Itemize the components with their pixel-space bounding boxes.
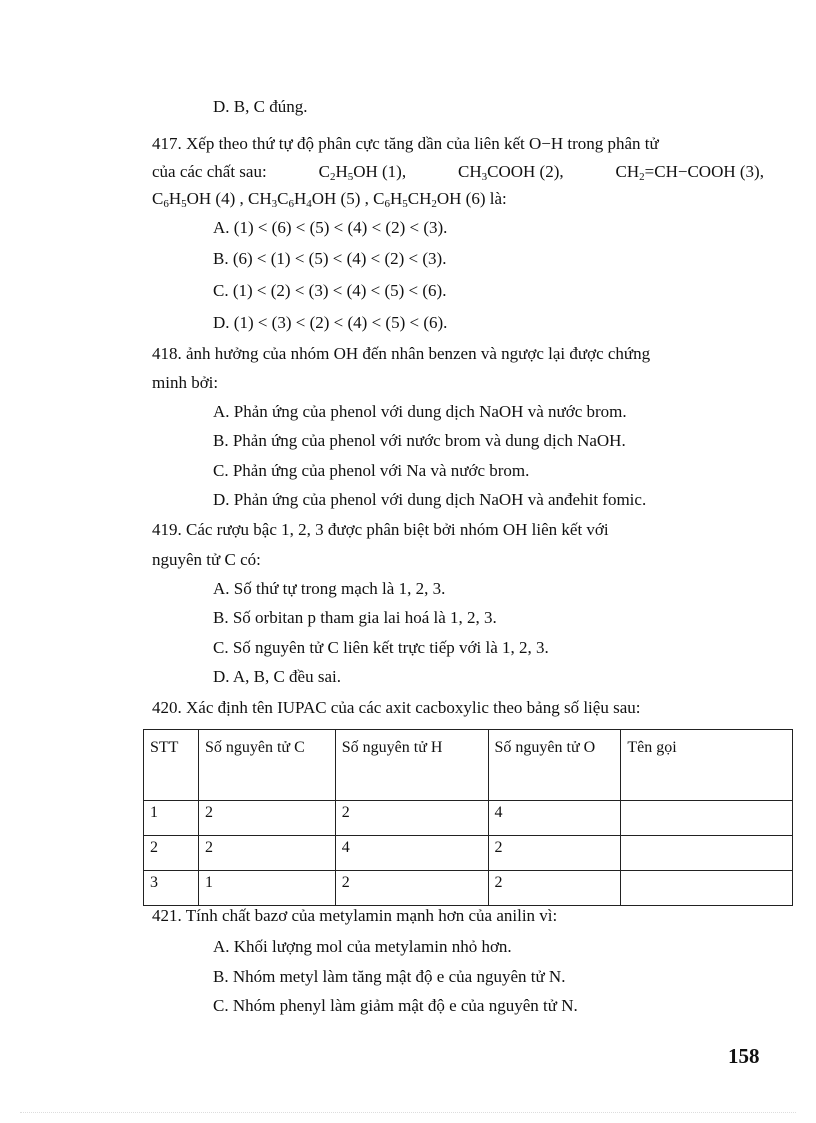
q421-option-c: C. Nhóm phenyl làm giảm mật độ e của nguyên tử N. xyxy=(213,996,578,1015)
table-cell: 2 xyxy=(488,836,621,871)
table-cell: 2 xyxy=(144,836,199,871)
table-cell: 1 xyxy=(144,801,199,836)
formula-ch2chcooh: $CH_2=CH-COOH$ (3), xyxy=(615,162,764,183)
q417-option-b: B. (6) < (1) < (5) < (4) < (2) < (3). xyxy=(213,249,447,268)
table-row xyxy=(144,801,793,836)
q418-text-line1: 418. ảnh hưởng của nhóm OH đến nhân benzen và ngược lại được chứng xyxy=(152,344,651,363)
table-cell xyxy=(621,871,793,906)
q419-text-line2: nguyên tử C có: xyxy=(152,550,261,569)
q421-option-b: B. Nhóm metyl làm tăng mật độ e của nguyên tử N. xyxy=(213,967,566,986)
table-cell: 2 xyxy=(198,836,335,871)
table-cell xyxy=(621,801,793,836)
q421-option-a: A. Khối lượng mol của metylamin nhỏ hơn. xyxy=(213,937,512,956)
q418-text-line2: minh bởi: xyxy=(152,373,219,392)
formula-ch3cooh: $CH_3COOH$ (2), xyxy=(458,162,564,183)
table-cell: 2 xyxy=(198,801,335,836)
table-cell: 2 xyxy=(488,871,621,906)
table-header-row xyxy=(144,730,793,801)
q419-option-c: C. Số nguyên tử C liên kết trực tiếp với là 1, 2, 3. xyxy=(213,638,549,657)
header-stt: STT xyxy=(144,730,199,801)
header-name: Tên gọi xyxy=(621,730,793,801)
q419-option-d: D. A, B, C đều sai. xyxy=(213,667,341,686)
table-cell: 3 xyxy=(144,871,199,906)
q418-option-d: D. Phản ứng của phenol với dung dịch NaOH và anđehit fomic. xyxy=(213,490,647,509)
formula-c2h5oh: $C_2H_5OH$ (1), xyxy=(318,162,407,183)
q417-option-c: C. (1) < (2) < (3) < (4) < (5) < (6). xyxy=(213,281,447,300)
q417-option-a: A. (1) < (6) < (5) < (4) < (2) < (3). xyxy=(213,218,448,237)
q417-option-d: D. (1) < (3) < (2) < (4) < (5) < (6). xyxy=(213,313,448,332)
q417-text-line1: 417. Xếp theo thứ tự độ phân cực tăng dần của liên kết O−H trong phân tử xyxy=(152,134,659,153)
q417-text-line2 xyxy=(152,161,764,183)
bottom-divider xyxy=(20,1112,796,1113)
header-oxygen-count: Số nguyên tử O xyxy=(488,730,621,801)
table-row xyxy=(144,871,793,906)
table-cell: 2 xyxy=(335,871,488,906)
q418-option-b: B. Phản ứng của phenol với nước brom và dung dịch NaOH. xyxy=(213,431,626,450)
q420-text-line1: 420. Xác định tên IUPAC của các axit cacboxylic theo bảng số liệu sau: xyxy=(152,698,641,717)
page-number: 158 xyxy=(728,1044,760,1068)
q418-option-a: A. Phản ứng của phenol với dung dịch NaOH và nước brom. xyxy=(213,402,627,421)
table-cell: 1 xyxy=(198,871,335,906)
header-carbon-count: Số nguyên tử C xyxy=(198,730,335,801)
q419-text-line1: 419. Các rượu bậc 1, 2, 3 được phân biệt bởi nhóm OH liên kết với xyxy=(152,520,609,539)
q419-option-a: A. Số thứ tự trong mạch là 1, 2, 3. xyxy=(213,579,446,598)
q420-data-table xyxy=(143,729,793,906)
q416-option-d: D. B, C đúng. xyxy=(213,97,308,116)
header-hydrogen-count: Số nguyên tử H xyxy=(335,730,488,801)
table-cell xyxy=(621,836,793,871)
q419-option-b: B. Số orbitan p tham gia lai hoá là 1, 2, 3. xyxy=(213,608,497,627)
table-row xyxy=(144,836,793,871)
q417-text-line3: $C_6H_5OH$ (4) , $CH_3C_6H_4OH$ (5) , $C_6H_5CH_2OH$ (6) là: xyxy=(152,189,507,210)
q421-text-line1: 421. Tính chất bazơ của metylamin mạnh hơn của anilin vì: xyxy=(152,906,558,925)
table-cell: 2 xyxy=(335,801,488,836)
q417-intro: của các chất sau: xyxy=(152,162,267,181)
table-cell: 4 xyxy=(335,836,488,871)
table-cell: 4 xyxy=(488,801,621,836)
q418-option-c: C. Phản ứng của phenol với Na và nước brom. xyxy=(213,461,530,480)
